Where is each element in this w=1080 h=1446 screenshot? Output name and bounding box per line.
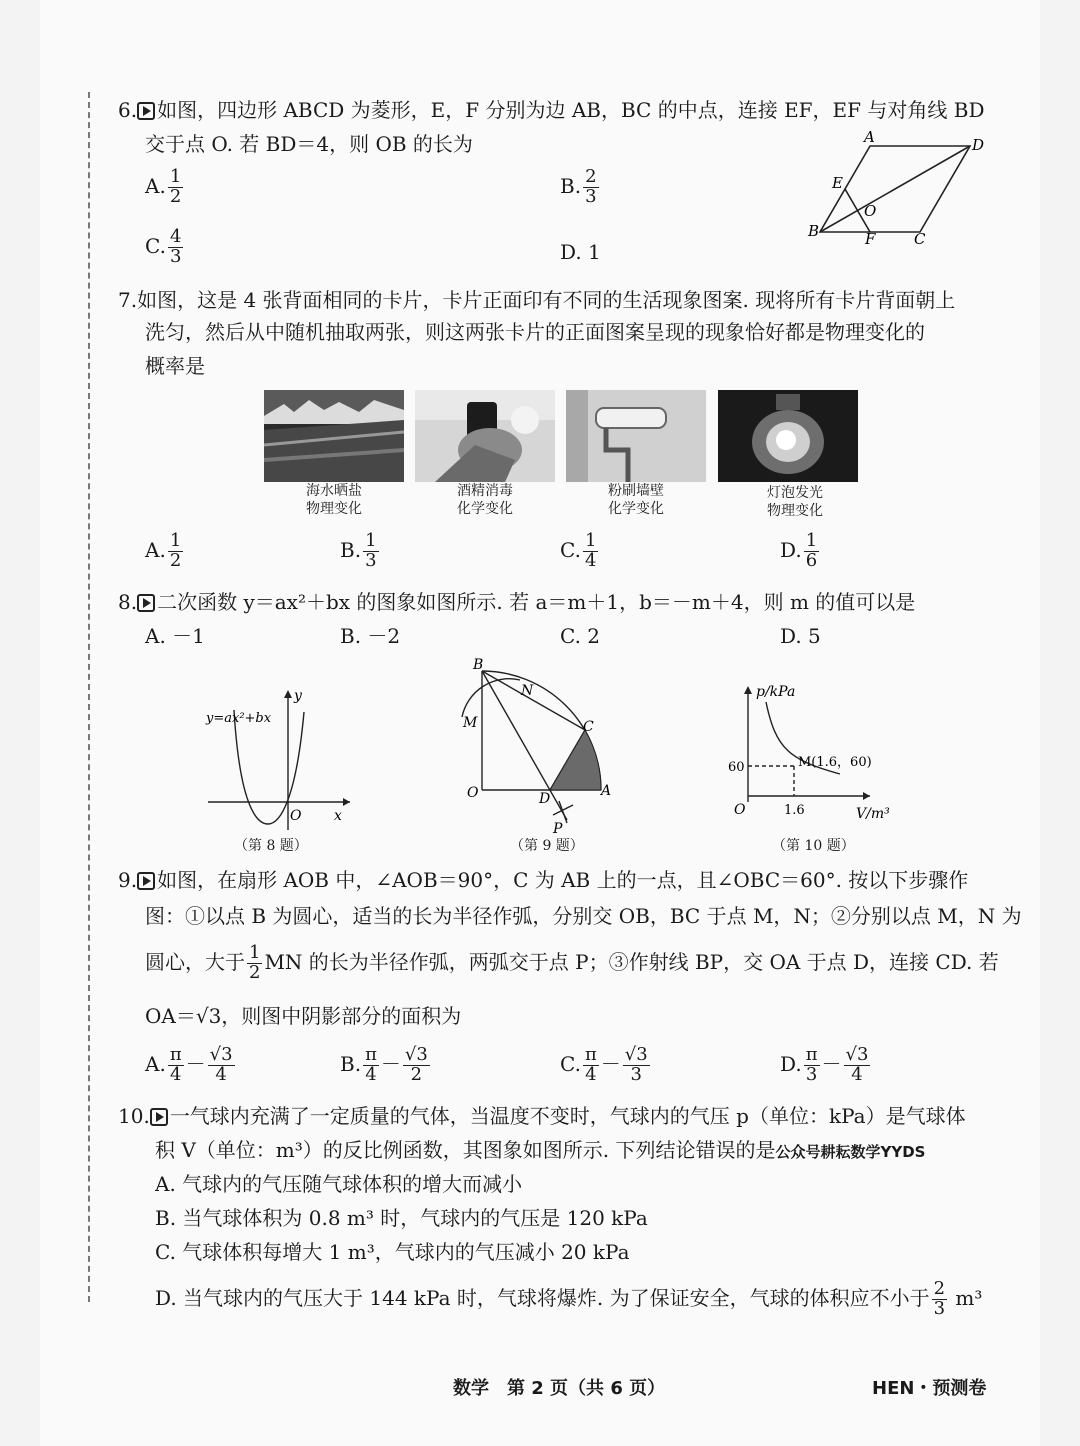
q7-option-a[interactable]: A. $\frac{1}{2}$ xyxy=(145,530,182,571)
video-play-icon[interactable] xyxy=(137,102,155,120)
point-n-label: N xyxy=(521,683,534,699)
q9-line4: OA＝√3，则图中阴影部分的面积为 xyxy=(145,1004,462,1028)
fraction: $\frac{2}{3}$ xyxy=(585,166,597,207)
q10-option-a[interactable]: A. 气球内的气压随气球体积的增大而减小 xyxy=(155,1172,523,1196)
binding-margin-line xyxy=(88,92,90,1302)
origin-label: O xyxy=(734,802,746,818)
fraction: $\frac{1}{3}$ xyxy=(365,530,377,571)
fraction: $\frac{1}{6}$ xyxy=(805,530,818,571)
parabola-curve xyxy=(234,710,304,824)
q10-line1: 10. 一气球内充满了一定质量的气体，当温度不变时，气球内的气压 p（单位：kPa）是气球体 xyxy=(118,1104,966,1128)
fig8-parabola xyxy=(200,682,360,832)
point-a-label: A xyxy=(601,783,612,799)
card-caption-2: 酒精消毒 化学变化 xyxy=(457,483,513,518)
x-axis-label: V/m³ xyxy=(856,806,890,822)
point-d-label: D xyxy=(972,136,985,154)
card-caption-4: 灯泡发光 物理变化 xyxy=(767,485,823,520)
fraction: $\frac{1}{2}$ xyxy=(249,942,261,983)
x-axis-label: x xyxy=(334,808,342,824)
point-o-label: O xyxy=(467,785,479,801)
point-c-label: C xyxy=(583,719,594,735)
q9-line1: 9. 如图，在扇形 AOB 中，∠AOB＝90°，C 为 AB 上的一点，且∠OBC＝60°. 按以下步骤作 xyxy=(118,868,969,892)
q8-option-d[interactable]: D. 5 xyxy=(780,624,821,648)
wall-paint-photo xyxy=(566,390,706,482)
y-axis-label: y xyxy=(294,688,302,704)
q6-option-c[interactable]: C. $\frac{4}{3}$ xyxy=(145,226,182,267)
q9-option-d[interactable]: D. $\frac{\pi}{3}$ － $\frac{√3}{4}$ xyxy=(780,1044,869,1085)
point-b-label: B xyxy=(808,222,820,240)
video-play-icon[interactable] xyxy=(137,872,155,890)
q10-option-d[interactable]: D. 当气球内的气压大于 144 kPa 时，气球将爆炸. 为了保证安全，气球的体积应不小于 $\frac{2}{3}$ m³ xyxy=(155,1278,983,1319)
point-a-label: A xyxy=(864,128,875,146)
point-m-label: M xyxy=(463,715,478,731)
fig8-caption: （第 8 题） xyxy=(234,838,308,854)
q10-option-b[interactable]: B. 当气球体积为 0.8 m³ 时，气球内的气压是 120 kPa xyxy=(155,1206,648,1230)
q8-stem: 8. 二次函数 y＝ax²＋bx 的图象如图所示. 若 a＝m＋1，b＝－m＋4，则 m 的值可以是 xyxy=(118,590,916,614)
point-m-label: M(1.6，60) xyxy=(798,755,872,770)
fraction: $\frac{2}{3}$ xyxy=(933,1278,946,1319)
fig9-caption: （第 9 题） xyxy=(510,838,584,854)
q6-rhombus-figure xyxy=(800,126,1000,250)
q7-option-b[interactable]: B. $\frac{1}{3}$ xyxy=(340,530,377,571)
q6-option-a[interactable]: A. $\frac{1}{2}$ xyxy=(145,166,182,207)
q6-option-d[interactable]: D. 1 xyxy=(560,240,601,264)
q6-number: 6. xyxy=(118,98,138,122)
q9-option-b[interactable]: B. $\frac{\pi}{4}$ － $\frac{√3}{2}$ xyxy=(340,1044,428,1085)
q9-option-a[interactable]: A. $\frac{\pi}{4}$ － $\frac{√3}{4}$ xyxy=(145,1044,233,1085)
fig9-sector xyxy=(455,655,625,840)
fraction: $\frac{4}{3}$ xyxy=(169,226,182,267)
x-tick-label: 1.6 xyxy=(784,803,805,818)
video-play-icon[interactable] xyxy=(137,594,155,612)
q9-option-c[interactable]: C. $\frac{\pi}{4}$ － $\frac{√3}{3}$ xyxy=(560,1044,648,1085)
q8-option-c[interactable]: C. 2 xyxy=(560,624,601,648)
origin-label: O xyxy=(290,808,302,824)
q6-stem-text: 如图，四边形 ABCD 为菱形，E，F 分别为边 AB，BC 的中点，连接 EF，EF 与对角线 BD xyxy=(157,98,985,122)
video-play-icon[interactable] xyxy=(150,1108,168,1126)
y-axis-label: p/kPa xyxy=(756,684,796,700)
exam-series-label: HEN・预测卷 xyxy=(872,1378,987,1399)
fig10-inverse-graph xyxy=(720,680,900,830)
point-p-label: P xyxy=(553,821,563,837)
q6-stem-line1 xyxy=(118,98,984,122)
q7-option-c[interactable]: C. $\frac{1}{4}$ xyxy=(560,530,597,571)
q7-stem-line1: 7.如图，这是 4 张背面相同的卡片，卡片正面印有不同的生活现象图案. 现将所有卡片背面朝上 xyxy=(118,288,956,312)
alcohol-spray-photo xyxy=(415,390,555,482)
watermark-text: 公众号耕耘数学YYDS xyxy=(775,1143,926,1161)
point-f-label: F xyxy=(865,230,876,248)
page-number-footer: 数学 第 2 页（共 6 页） xyxy=(453,1378,666,1399)
fraction: $\frac{1}{4}$ xyxy=(584,530,597,571)
y-tick-label: 60 xyxy=(728,760,745,775)
q7-option-d[interactable]: D. $\frac{1}{6}$ xyxy=(780,530,818,571)
fraction: $\frac{1}{2}$ xyxy=(169,166,182,207)
q9-line2: 图：①以点 B 为圆心，适当的长为半径作弧，分别交 OB，BC 于点 M，N；②分别以点 M，N 为 xyxy=(145,904,1022,928)
q7-stem-line3: 概率是 xyxy=(145,354,205,378)
light-bulb-photo xyxy=(718,390,858,482)
fig10-caption: （第 10 题） xyxy=(772,838,855,854)
q9-line3: 圆心，大于 $\frac{1}{2}$ MN 的长为半径作弧，两弧交于点 P；③作射线 BP，交 OA 于点 D，连接 CD. 若 xyxy=(145,942,999,983)
q8-option-a[interactable]: A. －1 xyxy=(145,624,205,648)
fraction: $\frac{1}{2}$ xyxy=(169,530,182,571)
sea-salt-photo xyxy=(264,390,404,482)
q6-stem-line2: 交于点 O. 若 BD＝4，则 OB 的长为 xyxy=(145,132,473,156)
curve-label: y=ax²+bx xyxy=(206,711,272,726)
q10-line2: 积 V（单位：m³）的反比例函数，其图象如图所示. 下列结论错误的是公众号耕耘数学YYDS xyxy=(155,1138,926,1162)
q7-stem-line2: 洗匀，然后从中随机抽取两张，则这两张卡片的正面图案呈现的现象恰好都是物理变化的 xyxy=(145,320,925,344)
point-o-label: O xyxy=(864,202,877,220)
point-e-label: E xyxy=(832,174,843,192)
q6-option-b[interactable]: B. $\frac{2}{3}$ xyxy=(560,166,597,207)
card-caption-1: 海水晒盐 物理变化 xyxy=(306,483,362,518)
point-c-label: C xyxy=(914,230,926,248)
shaded-region xyxy=(550,730,601,790)
point-b-label: B xyxy=(473,657,484,673)
arc-mn xyxy=(462,679,520,717)
q10-option-c[interactable]: C. 气球体积每增大 1 m³，气球内的气压减小 20 kPa xyxy=(155,1240,630,1264)
card-caption-3: 粉刷墙壁 化学变化 xyxy=(608,483,664,518)
q8-option-b[interactable]: B. －2 xyxy=(340,624,401,648)
point-d-label: D xyxy=(539,791,551,807)
